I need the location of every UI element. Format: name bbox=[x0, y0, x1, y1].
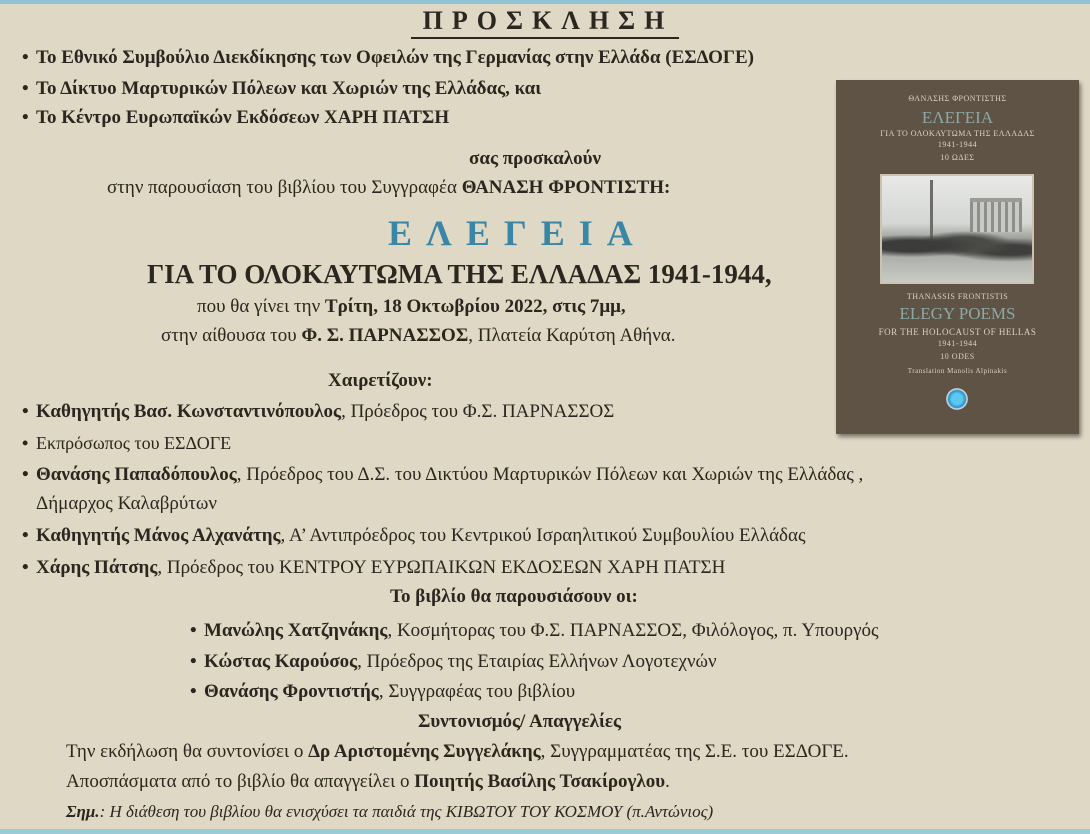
greeting-item: • Χάρης Πάτσης, Πρόεδρος του ΚΕΝΤΡΟΥ ΕΥΡΩΠΑΙΚΩΝ ΕΚΔΟΣΕΩΝ ΧΑΡΗ ΠΑΤΣΗ bbox=[22, 557, 726, 578]
event-date: που θα γίνει την Τρίτη, 18 Οκτωβρίου 2022, στις 7μμ, bbox=[197, 296, 626, 317]
host-text: Το Δίκτυο Μαρτυρικών Πόλεων και Χωριών της Ελλάδας, και bbox=[36, 78, 542, 99]
host-text: Το Κέντρο Ευρωπαϊκών Εκδόσεων ΧΑΡΗ ΠΑΤΣΗ bbox=[36, 107, 450, 128]
presenters-heading: Το βιβλίο θα παρουσιάσουν οι: bbox=[390, 586, 638, 607]
cover-odes-en: 10 ODES bbox=[940, 352, 975, 361]
cover-title-en: ELEGY POEMS bbox=[899, 304, 1016, 323]
cover-years-gr: 1941-1944 bbox=[937, 140, 978, 149]
cover-author-gr: ΘΑΝΑΣΗΣ ΦΡΟΝΤΙΣΤΗΣ bbox=[908, 94, 1007, 103]
host-item: • Το Εθνικό Συμβούλιο Διεκδίκησης των Οφειλών της Γερμανίας στην Ελλάδα (ΕΣΔΟΓΕ) bbox=[22, 47, 755, 68]
cover-subtitle-en: FOR THE HOLOCAUST OF HELLAS bbox=[878, 327, 1037, 337]
cover-odes-gr: 10 ΩΔΕΣ bbox=[940, 153, 975, 162]
date-text: Τρίτη, 18 Οκτωβρίου 2022, στις 7μμ, bbox=[324, 296, 626, 317]
note-label: Σημ. bbox=[66, 802, 100, 821]
top-border bbox=[0, 0, 1090, 4]
book-cover-image bbox=[836, 80, 1079, 434]
event-venue: στην αίθουσα του Φ. Σ. ΠΑΡΝΑΣΣΟΣ, Πλατεία Καρύτση Αθήνα. bbox=[161, 325, 676, 346]
presenter-item: • Θανάσης Φροντιστής, Συγγραφέας του βιβλίου bbox=[190, 681, 576, 702]
greeting-item: • Εκπρόσωπος του ΕΣΔΟΓΕ bbox=[22, 433, 232, 453]
cover-author-en: THANASSIS FRONTISTIS bbox=[906, 292, 1009, 301]
greeting-item: • Καθηγητής Βασ. Κωνσταντινόπουλος, Πρόεδρος του Φ.Σ. ΠΑΡΝΑΣΣΟΣ bbox=[22, 401, 615, 422]
presentation-line: στην παρουσίαση του βιβλίου του Συγγραφέα ΘΑΝΑΣΗ ΦΡΟΝΤΙΣΤΗ: bbox=[107, 177, 671, 198]
recitation-line: Αποσπάσματα από το βιβλίο θα απαγγείλει ο Ποιητής Βασίλης Τσακίρογλου. bbox=[66, 771, 670, 792]
title-text: ΠΡΟΣΚΛΗΣΗ bbox=[411, 6, 680, 39]
host-item: • Το Δίκτυο Μαρτυρικών Πόλεων και Χωριών της Ελλάδας, και bbox=[22, 78, 542, 99]
invite-verb: σας προσκαλούν bbox=[469, 148, 601, 169]
acropolis-photo bbox=[880, 174, 1034, 284]
cover-subtitle-gr: ΓΙΑ ΤΟ ΟΛΟΚΑΥΤΩΜΑ ΤΗΣ ΕΛΛΑΔΑΣ bbox=[880, 129, 1035, 138]
cover-years-en: 1941-1944 bbox=[937, 339, 978, 348]
note-line: Σημ.: Η διάθεση του βιβλίου θα ενισχύσει τα παιδιά της ΚΙΒΩΤΟΥ ΤΟΥ ΚΟΣΜΟΥ (π.Αντώνιος) bbox=[66, 802, 714, 821]
coordination-heading: Συντονισμός/ Απαγγελίες bbox=[418, 711, 621, 732]
presenter-item: • Κώστας Καρούσος, Πρόεδρος της Εταιρίας Ελλήνων Λογοτεχνών bbox=[190, 651, 717, 672]
greetings-heading: Χαιρετίζουν: bbox=[328, 370, 433, 391]
author-name: ΘΑΝΑΣΗ ΦΡΟΝΤΙΣΤΗ: bbox=[461, 177, 671, 198]
cover-translator: Translation Manolis Alpinakis bbox=[907, 367, 1008, 375]
host-text: Το Εθνικό Συμβούλιο Διεκδίκησης των Οφειλών της Γερμανίας στην Ελλάδα (ΕΣΔΟΓΕ) bbox=[36, 47, 755, 68]
cover-title-gr: ΕΛΕΓΕΙΑ bbox=[921, 108, 994, 127]
greeting-item: • Θανάσης Παπαδόπουλος, Πρόεδρος του Δ.Σ. του Δικτύου Μαρτυρικών Πόλεων και Χωριών της Ελλάδας , bbox=[22, 464, 864, 485]
presenter-item: • Μανώλης Χατζηνάκης, Κοσμήτορας του Φ.Σ. ΠΑΡΝΑΣΣΟΣ, Φιλόλογος, π. Υπουργός bbox=[190, 620, 879, 641]
crowd-shape bbox=[882, 226, 1032, 266]
book-title: ΕΛΕΓΕΙΑ bbox=[388, 213, 647, 253]
greeting-item-continued: Δήμαρχος Καλαβρύτων bbox=[36, 493, 217, 514]
greeting-item: • Καθηγητής Μάνος Αλχανάτης, Α’ Αντιπρόεδρος του Κεντρικού Ισραηλιτικού Συμβουλίου Ελλάδας bbox=[22, 525, 806, 546]
host-item: • Το Κέντρο Ευρωπαϊκών Εκδόσεων ΧΑΡΗ ΠΑΤΣΗ bbox=[22, 107, 450, 128]
book-subtitle: ΓΙΑ ΤΟ ΟΛΟΚΑΥΤΩΜΑ ΤΗΣ ΕΛΛΑΔΑΣ 1941-1944, bbox=[147, 259, 772, 289]
coordinator-line: Την εκδήλωση θα συντονίσει ο Δρ Αριστομένης Συγγελάκης, Συγγραμματέας της Σ.Ε. του ΕΣΔΟΓΕ. bbox=[66, 741, 849, 762]
page-title bbox=[0, 6, 1090, 36]
publisher-seal-icon bbox=[946, 388, 968, 410]
bottom-border bbox=[0, 829, 1090, 834]
venue-name: Φ. Σ. ΠΑΡΝΑΣΣΟΣ bbox=[301, 325, 469, 346]
